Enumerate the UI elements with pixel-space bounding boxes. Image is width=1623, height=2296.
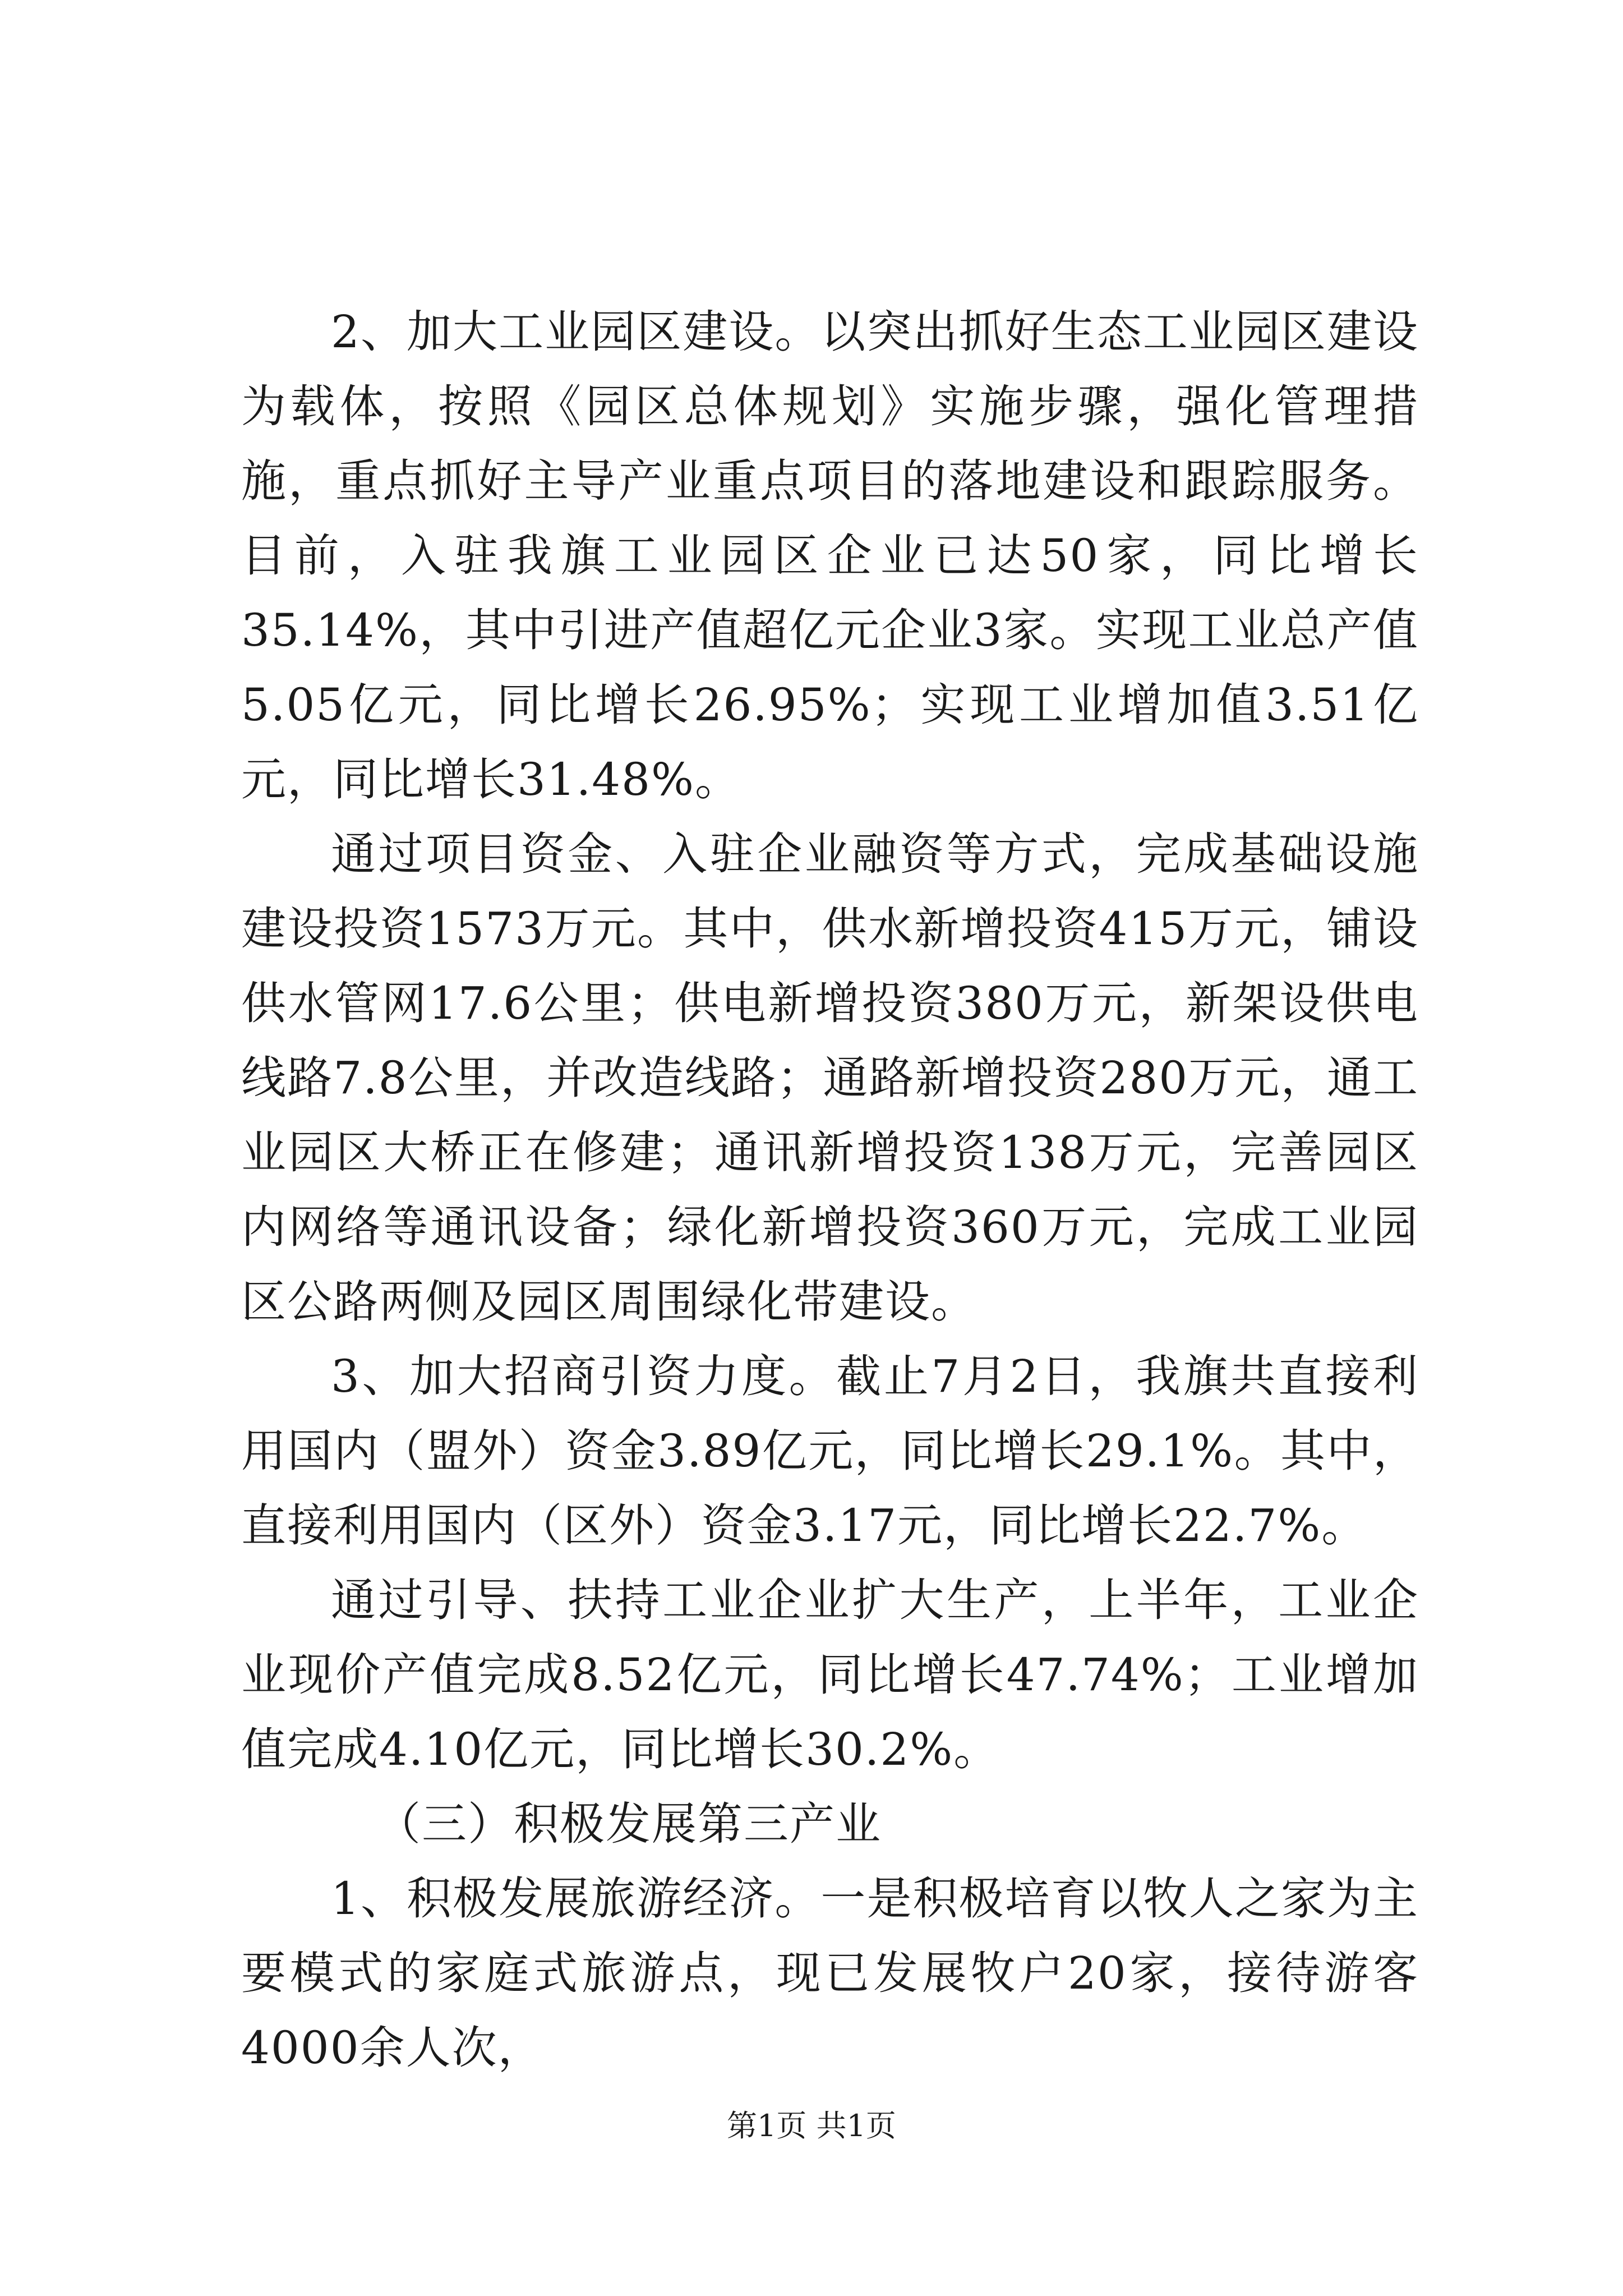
page-footer: 第1页 共1页 (727, 2108, 896, 2143)
paragraph-industrial-output: 通过引导、扶持工业企业扩大生产，上半年，工业企业现价产值完成8.52亿元，同比增长47.74%；工业增加值完成4.10亿元，同比增长30.2%。 (241, 1574, 1419, 1775)
document-body (241, 295, 1419, 2085)
paragraph-industrial-park: 2、加大工业园区建设。以突出抓好生态工业园区建设为载体，按照《园区总体规划》实施步骤，强化管理措施，重点抓好主导产业重点项目的落地建设和跟踪服务。目前，入驻我旗工业园区企业已达50家，同比增长35.14%，其中引进产值超亿元企业3家。实现工业总产值5.05亿元，同比增长26.95%；实现工业增加值3.51亿元，同比增长31.48%。 (241, 306, 1419, 806)
section-heading-tertiary-industry: （三）积极发展第三产业 (376, 1798, 882, 1850)
paragraph-investment-attraction: 3、加大招商引资力度。截止7月2日，我旗共直接利用国内（盟外）资金3.89亿元，同比增长29.1%。其中，直接利用国内（区外）资金3.17元，同比增长22.7%。 (241, 1350, 1419, 1552)
paragraph-infrastructure-investment: 通过项目资金、入驻企业融资等方式，完成基础设施建设投资1573万元。其中，供水新增投资415万元，铺设供水管网17.6公里；供电新增投资380万元，新架设供电线路7.8公里，并改造线路；通路新增投资280万元，通工业园区大桥正在修建；通讯新增投资138万元，完善园区内网络等通讯设备；绿化新增投资360万元，完成工业园区公路两侧及园区周围绿化带建设。 (241, 828, 1419, 1328)
paragraph-tourism: 1、积极发展旅游经济。一是积极培育以牧人之家为主要模式的家庭式旅游点，现已发展牧户20家，接待游客4000余人次， (241, 1872, 1419, 2074)
